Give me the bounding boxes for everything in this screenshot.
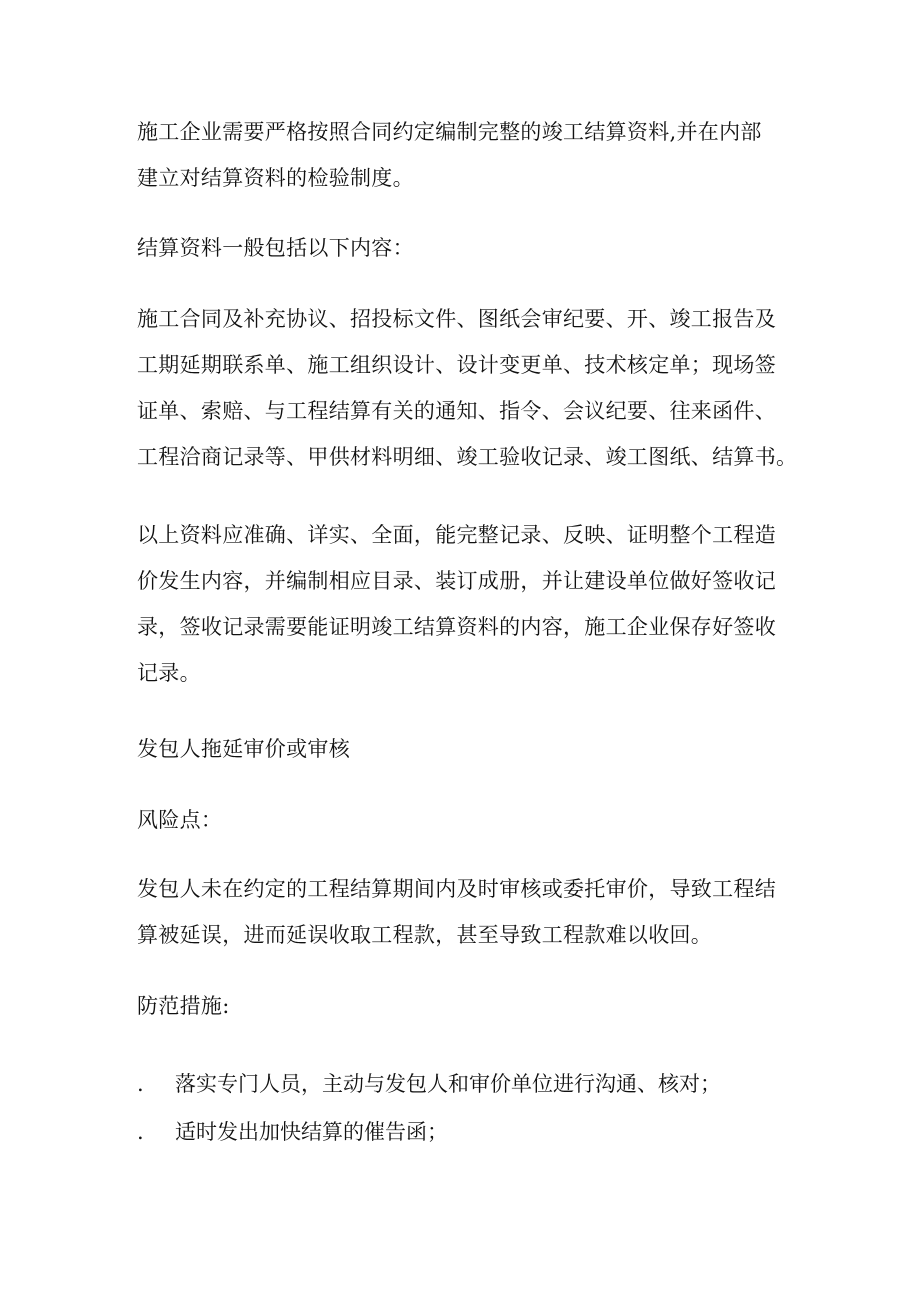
text-line: 发包人未在约定的工程结算期间内及时审核或委托审价，导致工程结 — [137, 877, 776, 901]
measures-label — [137, 983, 817, 1029]
text-line: 工程洽商记录等、甲供材料明细、竣工验收记录、竣工图纸、结算书。 — [137, 445, 798, 469]
text-line: 录，签收记录需要能证明竣工结算资料的内容，施工企业保存好签收 — [137, 615, 776, 639]
risk-label — [137, 797, 817, 843]
text-line: 以上资料应准确、详实、全面，能完整记录、反映、证明整个工程造 — [137, 523, 776, 547]
text-line: 结算资料一般包括以下内容： — [137, 236, 414, 260]
list-item — [137, 1112, 817, 1152]
paragraph-risk-description — [137, 866, 817, 958]
section-heading — [137, 726, 817, 772]
list-item-text: 适时发出加快结算的催告函； — [175, 1120, 448, 1144]
paragraph-materials-list — [137, 296, 817, 480]
text-line: 算被延误，进而延误收取工程款，甚至导致工程款难以收回。 — [137, 923, 713, 947]
text-line: 施工企业需要严格按照合同约定编制完整的竣工结算资料,并在内部 — [137, 120, 762, 144]
bullet-marker: . — [137, 1072, 144, 1096]
heading-text: 发包人拖延审价或审核 — [137, 737, 350, 761]
text-line: 记录。 — [137, 661, 201, 685]
list-item-text: 落实专门人员，主动与发包人和审价单位进行沟通、核对； — [175, 1072, 721, 1096]
text-line: 证单、索赔、与工程结算有关的通知、指令、会议纪要、往来函件、 — [137, 399, 776, 423]
measures-label-text: 防范措施: — [137, 994, 230, 1018]
list-item — [137, 1064, 817, 1104]
bullet-marker: . — [137, 1120, 144, 1144]
text-line: 施工合同及补充协议、招投标文件、图纸会审纪要、开、竣工报告及 — [137, 307, 776, 331]
text-line: 工期延期联系单、施工组织设计、设计变更单、技术核定单；现场签 — [137, 353, 776, 377]
paragraph-materials-accuracy — [137, 512, 817, 696]
text-line: 建立对结算资料的检验制度。 — [137, 166, 414, 190]
paragraph-materials-intro — [137, 225, 817, 271]
risk-label-text: 风险点： — [137, 808, 223, 832]
text-line: 价发生内容，并编制相应目录、装订成册，并让建设单位做好签收记 — [137, 569, 776, 593]
paragraph-settlement-requirement — [137, 109, 817, 201]
